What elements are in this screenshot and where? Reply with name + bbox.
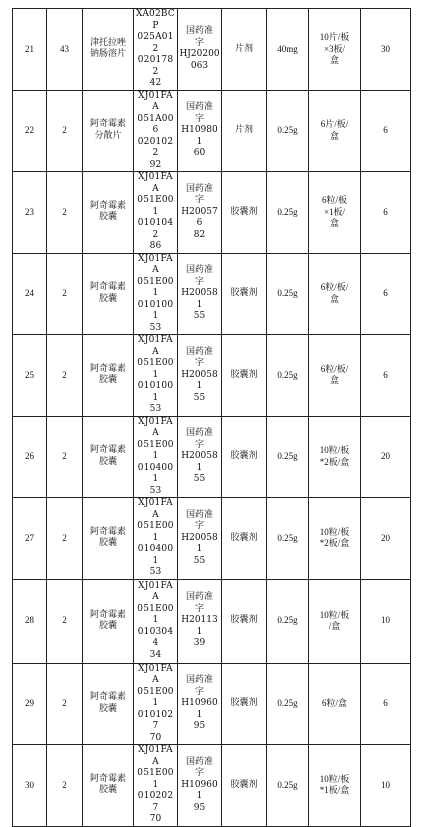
specification: 0.25g — [267, 579, 309, 663]
packaging — [309, 253, 361, 335]
packaging — [309, 335, 361, 417]
row-number: 28 — [13, 579, 47, 663]
approval-number — [178, 663, 222, 745]
specification: 0.25g — [267, 663, 309, 745]
dosage-form: 胶囊剂 — [222, 498, 267, 580]
drug-name-text: 阿奇霉素 胶囊 — [89, 692, 126, 714]
drug-code — [134, 663, 178, 745]
packaging — [309, 90, 361, 172]
row-number: 23 — [13, 172, 47, 254]
packaging — [309, 498, 361, 580]
drug-name — [83, 9, 134, 91]
packaging — [309, 416, 361, 498]
packaging-text: 6粒/盒 — [321, 698, 347, 708]
table-row — [13, 416, 411, 498]
packaging — [309, 579, 361, 663]
row-number: 24 — [13, 253, 47, 335]
row-number: 26 — [13, 416, 47, 498]
approval-number — [178, 172, 222, 254]
table-row — [13, 663, 411, 745]
approval-number — [178, 9, 222, 91]
table-row — [13, 172, 411, 254]
total-quantity: 6 — [361, 172, 411, 254]
specification: 0.25g — [267, 172, 309, 254]
approval-number-text: 国药准 字 HJ20200 063 — [179, 26, 220, 71]
packaging-text: 10片/板 ×3板/ 盒 — [319, 32, 350, 65]
drug-table — [12, 8, 411, 827]
drug-code-text: XJ01FAA 051E001 0101027 70 — [137, 663, 174, 743]
dosage-form: 胶囊剂 — [222, 172, 267, 254]
total-quantity: 6 — [361, 663, 411, 745]
approval-number — [178, 416, 222, 498]
quantity: 2 — [47, 335, 83, 417]
drug-code-text: XJ01FAA 051E001 0104001 53 — [137, 498, 174, 577]
table-row — [13, 9, 411, 91]
drug-name-text: 阿奇霉素 胶囊 — [89, 773, 126, 796]
specification: 0.25g — [267, 498, 309, 580]
dosage-form: 胶囊剂 — [222, 253, 267, 335]
drug-name — [83, 663, 134, 745]
drug-code — [134, 579, 178, 663]
drug-name-text: 阿奇霉素 分散片 — [89, 119, 126, 141]
packaging-text: 6粒/板 ×1板/ 盒 — [321, 195, 347, 228]
dosage-form: 片剂 — [222, 90, 267, 172]
packaging-text: 6片/板/ 盒 — [320, 119, 349, 141]
drug-name — [83, 335, 134, 417]
packaging-text: 10粒/板 *1板/盒 — [319, 773, 350, 796]
specification: 0.25g — [267, 745, 309, 827]
table-row — [13, 253, 411, 335]
drug-code — [134, 90, 178, 172]
specification: 0.25g — [267, 90, 309, 172]
quantity: 2 — [47, 663, 83, 745]
packaging-text: 10粒/板 *2板/盒 — [319, 526, 350, 549]
drug-name — [83, 90, 134, 172]
approval-number-text: 国药准 字 H109601 95 — [181, 675, 218, 731]
approval-number — [178, 579, 222, 663]
drug-name-text: 阿奇霉素 胶囊 — [89, 363, 126, 386]
row-number: 27 — [13, 498, 47, 580]
specification: 0.25g — [267, 335, 309, 417]
approval-number — [178, 745, 222, 827]
row-number: 21 — [13, 9, 47, 91]
approval-number-text: 国药准 字 H200581 55 — [181, 509, 218, 566]
quantity: 2 — [47, 498, 83, 580]
table-row — [13, 579, 411, 663]
packaging-text: 10粒/板 /盒 — [319, 609, 350, 631]
drug-code — [134, 335, 178, 417]
drug-name-text: 阿奇霉素 胶囊 — [89, 526, 126, 549]
dosage-form: 胶囊剂 — [222, 579, 267, 663]
approval-number-text: 国药准 字 H200576 82 — [181, 183, 218, 240]
drug-code-text: XA02BCP 025A012 0201782 42 — [136, 9, 175, 88]
drug-code — [134, 172, 178, 254]
packaging — [309, 172, 361, 254]
dosage-form: 胶囊剂 — [222, 416, 267, 498]
table-row — [13, 90, 411, 172]
drug-code-text: XJ01FAA 051A006 0201022 92 — [137, 90, 174, 170]
drug-name — [83, 745, 134, 827]
drug-name-text: 津托拉唑 钠肠溶片 — [89, 37, 126, 60]
row-number: 29 — [13, 663, 47, 745]
total-quantity: 20 — [361, 416, 411, 498]
packaging — [309, 9, 361, 91]
approval-number-text: 国药准 字 H109801 60 — [181, 102, 218, 158]
specification: 0.25g — [267, 416, 309, 498]
drug-code — [134, 498, 178, 580]
packaging-text: 10粒/板 *2板/盒 — [319, 445, 350, 467]
total-quantity: 6 — [361, 253, 411, 335]
drug-code-text: XJ01FAA 051E001 0101001 53 — [137, 253, 174, 333]
drug-name-text: 阿奇霉素 胶囊 — [89, 282, 126, 304]
drug-name — [83, 172, 134, 254]
dosage-form: 胶囊剂 — [222, 663, 267, 745]
approval-number — [178, 90, 222, 172]
approval-number-text: 国药准 字 H201131 39 — [181, 592, 218, 649]
approval-number — [178, 498, 222, 580]
drug-code — [134, 9, 178, 91]
drug-name-text: 阿奇霉素 胶囊 — [89, 609, 126, 631]
quantity: 2 — [47, 90, 83, 172]
quantity: 2 — [47, 416, 83, 498]
drug-code — [134, 253, 178, 335]
total-quantity: 10 — [361, 579, 411, 663]
drug-code — [134, 745, 178, 827]
packaging-text: 6粒/板/ 盒 — [320, 282, 349, 304]
drug-name-text: 阿奇霉素 胶囊 — [89, 445, 126, 467]
drug-code — [134, 416, 178, 498]
row-number: 30 — [13, 745, 47, 827]
table-row — [13, 745, 411, 827]
table-row — [13, 498, 411, 580]
approval-number-text: 国药准 字 H200581 55 — [181, 265, 218, 321]
total-quantity: 30 — [361, 9, 411, 91]
packaging — [309, 663, 361, 745]
approval-number — [178, 335, 222, 417]
packaging-text: 6粒/板/ 盒 — [320, 363, 349, 386]
approval-number-text: 国药准 字 H200581 55 — [181, 428, 218, 484]
drug-name — [83, 416, 134, 498]
drug-code-text: XJ01FAA 051E001 0101042 86 — [137, 172, 174, 251]
dosage-form: 胶囊剂 — [222, 745, 267, 827]
packaging — [309, 745, 361, 827]
drug-code-text: XJ01FAA 051E001 0101001 53 — [137, 335, 174, 414]
table-row — [13, 335, 411, 417]
quantity: 2 — [47, 172, 83, 254]
drug-name — [83, 498, 134, 580]
drug-code-text: XJ01FAA 051E001 0104001 53 — [137, 416, 174, 496]
drug-name — [83, 579, 134, 663]
dosage-form: 片剂 — [222, 9, 267, 91]
quantity: 2 — [47, 579, 83, 663]
quantity: 43 — [47, 9, 83, 91]
quantity: 2 — [47, 253, 83, 335]
total-quantity: 10 — [361, 745, 411, 827]
specification: 0.25g — [267, 253, 309, 335]
drug-code-text: XJ01FAA 051E001 0102027 70 — [137, 745, 174, 824]
total-quantity: 6 — [361, 90, 411, 172]
approval-number-text: 国药准 字 H109601 95 — [181, 756, 218, 813]
specification: 40mg — [267, 9, 309, 91]
dosage-form: 胶囊剂 — [222, 335, 267, 417]
quantity: 2 — [47, 745, 83, 827]
drug-name — [83, 253, 134, 335]
total-quantity: 20 — [361, 498, 411, 580]
drug-name-text: 阿奇霉素 胶囊 — [89, 200, 126, 223]
row-number: 22 — [13, 90, 47, 172]
row-number: 25 — [13, 335, 47, 417]
table-body — [13, 9, 411, 827]
approval-number-text: 国药准 字 H200581 55 — [181, 346, 218, 403]
total-quantity: 6 — [361, 335, 411, 417]
drug-code-text: XJ01FAA 051E001 0103044 34 — [137, 580, 174, 660]
approval-number — [178, 253, 222, 335]
